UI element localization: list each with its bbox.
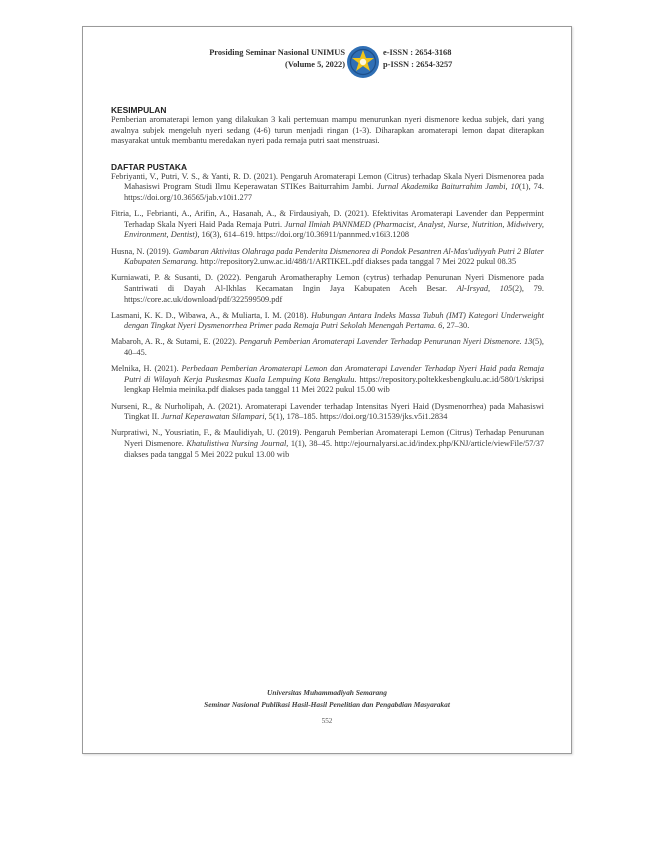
reference-source: Khatulistiwa Nursing Journal: [186, 439, 287, 448]
reference-details: , 27–30.: [442, 321, 470, 331]
reference-item: [111, 428, 544, 460]
reference-source: Jurnal Keperawatan Silampari: [161, 412, 265, 422]
reference-item: [111, 172, 544, 204]
reference-item: [111, 311, 544, 332]
reference-source: Gambaran Aktivitas Olahraga pada Penderita Dismenorea di Pondok Pesantren Al-Mas'udiyyah Putri 2 Blater Kabupaten Semarang.: [124, 246, 544, 267]
document-page: [82, 26, 572, 754]
page-header: [83, 45, 571, 85]
conclusion-text: Pemberian aromaterapi lemon yang dilakukan 3 kali pertemuan mampu menurunkan nyeri dismenore kedua subjek, dari yang awalnya subjek mengeluh nyeri sedang (4-6) turun menjadi ringan (1-3). Diharapkan aromaterapi lemon dapat diterapkan masyarakat untuk membantu meredakan nyeri pada remaja putri saat menstruasi.: [111, 115, 544, 146]
reference-source: Jurnal Ilmiah PANNMED (Pharmacist, Analyst, Nurse, Nutrition, Midwivery, Environment, Dentist): [124, 219, 544, 240]
reference-text: Febriyanti, V., Putri, V. S., & Yanti, R. D. (2021). Pengaruh Aromaterapi Lemon (Citrus) terhadap Skala Nyeri Dismenorea pada Mahasiswi Program Studi Ilmu Keperawatan STIKes Baiturrahim Jambi.: [111, 171, 544, 192]
volume-label: (Volume 5, 2022): [285, 60, 345, 69]
reference-details: , 5(1), 178–185. https://doi.org/10.31539/jks.v5i1.2834: [264, 412, 448, 422]
reference-item: [111, 364, 544, 396]
reference-source: Hubungan Antara Indeks Massa Tubuh (IMT) Kategori Underweight dengan Tingkat Nyeri Dysmenorrhea Primer pada Remaja Putri Sekolah Menengah Pertama. 6: [124, 310, 544, 331]
reference-text: Melnika, H. (2021).: [111, 364, 182, 374]
page-number: 552: [321, 717, 333, 725]
footer-university: Universitas Muhammadiyah Semarang: [267, 688, 387, 697]
reference-source: Al-Irsyad, 105: [456, 283, 513, 293]
reference-details: , 16(3), 614–619. https://doi.org/10.36911/pannmed.v16i3.1208: [197, 230, 409, 240]
reference-details: https://repository.poltekkesbengkulu.ac.id/580/1/skripsi lengkap Helmia meinika.pdf diakses pada tanggal 11 Mei 2022 pukul 15.00 wib: [124, 374, 544, 395]
reference-item: [111, 209, 544, 241]
reference-text: Mabaroh, A. R., & Sutami, E. (2022).: [111, 337, 240, 347]
conclusion-heading: KESIMPULAN: [111, 105, 167, 115]
reference-item: [111, 247, 544, 268]
reference-text: Kurniawati, P. & Susanti, D. (2022). Pengaruh Aromatheraphy Lemon (cytrus) terhadap Penurunan Nyeri Dismenore pada Santriwati di Dayah Al-Ikhlas Kecamatan Ingin Jaya Kabupaten Aceh Besar.: [111, 273, 544, 293]
proceedings-title: Prosiding Seminar Nasional UNIMUS: [209, 48, 345, 57]
unimus-seal-icon: [346, 45, 380, 83]
reference-text: Husna, N. (2019).: [111, 246, 173, 256]
reference-details: (5), 40–45.: [124, 337, 544, 358]
reference-text: Nurseni, R., & Nurholipah, A. (2021). Aromaterapi Lavender terhadap Intensitas Nyeri Haid (Dysmenorrhea) pada Mahasiswi Tingkat II.: [111, 401, 544, 422]
footer-seminar: Seminar Nasional Publikasi Hasil-Hasil Penelitian dan Pengabdian Masyarakat: [204, 700, 450, 709]
reference-item: [111, 402, 544, 423]
reference-source: Perbedaan Pemberian Aromaterapi Lemon dan Aromaterapi Lavender Terhadap Nyeri Haid pada Remaja Putri di Wilayah Kerja Puskesmas Kuala Lempuing Kota Bengkulu.: [124, 364, 544, 384]
header-left: [143, 47, 345, 71]
reference-source: Jurnal Akademika Baiturrahim Jambi, 10: [376, 182, 519, 192]
reference-source: Pengaruh Pemberian Aromaterapi Lavender Terhadap Penurunan Nyeri Dismenore. 13: [239, 337, 533, 347]
reference-details: , 1(1), 38–45. http://ejournalyarsi.ac.id/index.php/KNJ/article/viewFile/57/37 diakses pada tanggal 5 Mei 2022 pukul 13.00 wib: [124, 439, 544, 459]
reference-details: (2), 79. https://core.ac.uk/download/pdf/322599509.pdf: [124, 283, 544, 304]
reference-details: (1), 74. https://doi.org/10.36565/jab.v10i1.277: [124, 182, 545, 202]
p-issn: p-ISSN : 2654-3257: [383, 60, 453, 69]
page-content: [111, 105, 544, 466]
header-right: [383, 47, 503, 71]
e-issn: e-ISSN : 2654-3168: [383, 48, 452, 57]
page-footer: [83, 687, 571, 711]
reference-details: http://repository2.unw.ac.id/488/1/ARTIKEL.pdf diakses pada tanggal 7 Mei 2022 pukul 08.35: [198, 257, 517, 267]
reference-text: Nurpratiwi, N., Yousriatin, F., & Maulidiyah, U. (2019). Pengaruh Pemberian Aromaterapi Lemon (Citrus) Terhadap Penurunan Nyeri Dismenore.: [111, 428, 544, 448]
reference-item: [111, 273, 544, 305]
reference-text: Lasmani, K. K. D., Wibawa, A., & Muliarta, I. M. (2018).: [111, 310, 312, 320]
reference-list: [111, 172, 544, 460]
references-heading: DAFTAR PUSTAKA: [111, 161, 187, 172]
reference-text: Fitria, L., Febrianti, A., Arifin, A., Hasanah, A., & Firdausiyah, D. (2021). Efektivitas Aromaterapi Lavender dan Peppermint Terhadap Skala Nyeri Haid Pada Remaja Putri.: [111, 209, 544, 229]
reference-item: [111, 337, 544, 358]
